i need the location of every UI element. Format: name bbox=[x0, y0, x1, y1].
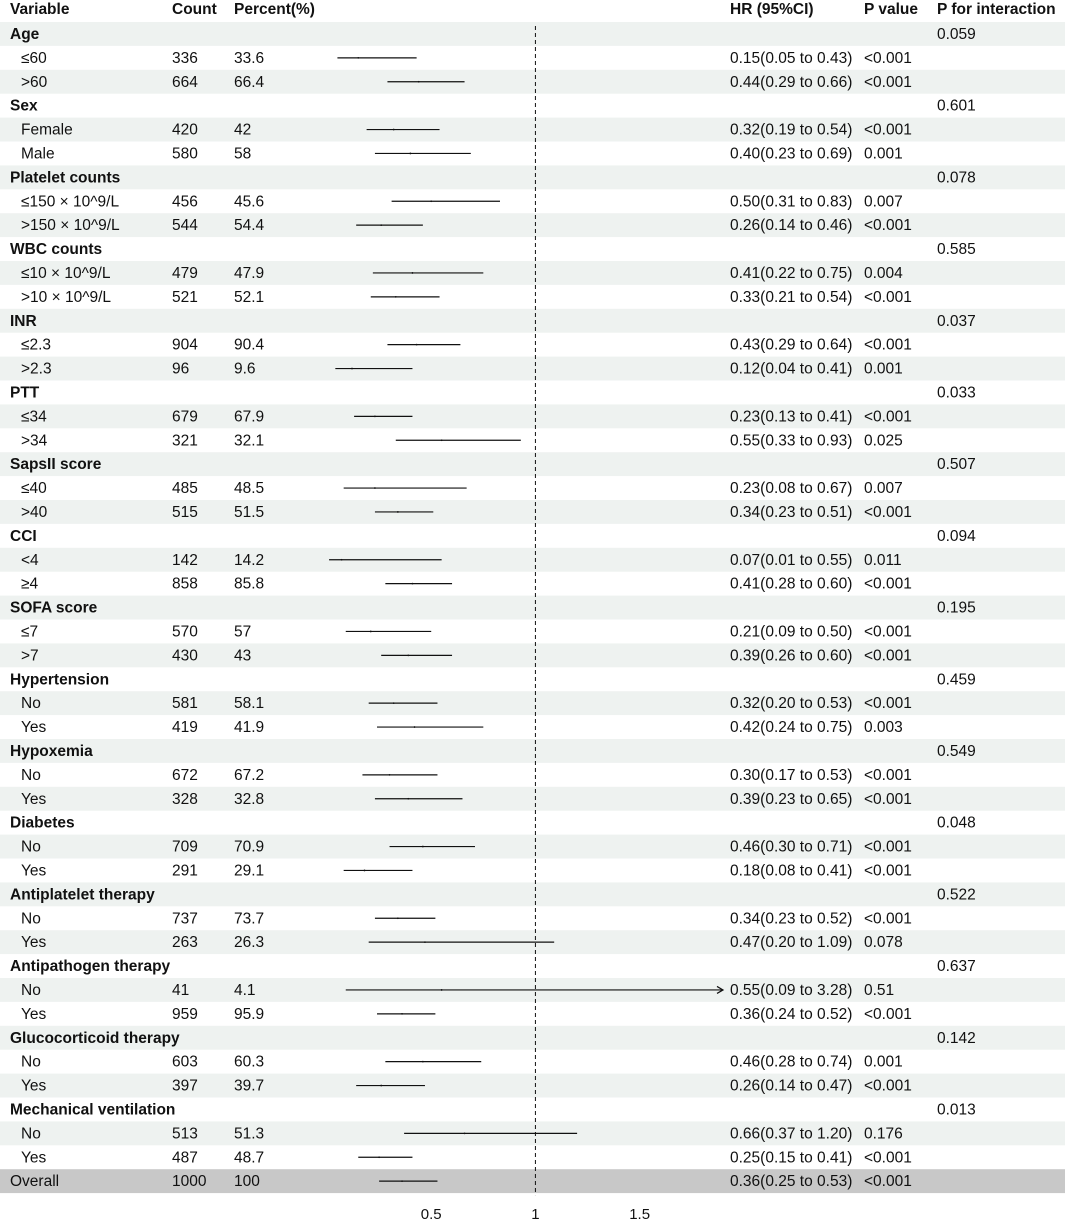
hr-ci-value: 0.21(0.09 to 0.50) bbox=[730, 623, 853, 641]
group-label: PTT bbox=[10, 384, 40, 402]
row-band bbox=[0, 596, 1065, 620]
p-value: <0.001 bbox=[864, 695, 912, 713]
p-value: <0.001 bbox=[864, 647, 912, 665]
group-label: SapsII score bbox=[10, 456, 102, 474]
header-variable: Variable bbox=[10, 1, 70, 18]
count-value: 321 bbox=[172, 432, 198, 450]
count-value: 456 bbox=[172, 193, 198, 211]
row-label: No bbox=[21, 1053, 41, 1071]
hr-point bbox=[412, 583, 414, 585]
row-label: >7 bbox=[21, 647, 39, 665]
group-row bbox=[10, 1102, 976, 1119]
p-value: <0.001 bbox=[864, 217, 912, 235]
hr-point bbox=[407, 798, 409, 800]
count-value: 430 bbox=[172, 647, 198, 665]
percent-value: 48.5 bbox=[234, 480, 265, 498]
percent-value: 58.1 bbox=[234, 695, 265, 713]
row-label: No bbox=[21, 1125, 41, 1143]
hr-point bbox=[414, 726, 416, 728]
percent-value: 39.7 bbox=[234, 1077, 265, 1095]
p-value: <0.001 bbox=[864, 1149, 912, 1167]
hr-point bbox=[364, 870, 366, 872]
p-value: 0.025 bbox=[864, 432, 903, 450]
x-tick-label: 1 bbox=[531, 1206, 540, 1219]
count-value: 858 bbox=[172, 575, 198, 593]
hr-point bbox=[389, 774, 391, 776]
percent-value: 51.5 bbox=[234, 504, 265, 521]
group-label: WBC counts bbox=[10, 241, 103, 259]
hr-point bbox=[341, 559, 343, 561]
percent-value: 66.4 bbox=[234, 73, 265, 91]
percent-value: 29.1 bbox=[234, 862, 265, 880]
percent-value: 73.7 bbox=[234, 910, 265, 928]
percent-value: 26.3 bbox=[234, 934, 265, 952]
group-label: Mechanical ventilation bbox=[10, 1101, 176, 1119]
hr-ci-value: 0.47(0.20 to 1.09) bbox=[730, 934, 853, 952]
row-label: Yes bbox=[21, 862, 47, 880]
hr-ci-value: 0.36(0.25 to 0.53) bbox=[730, 1173, 853, 1191]
row-label: Female bbox=[21, 121, 73, 139]
hr-point bbox=[397, 917, 399, 919]
p-interaction-value: 0.059 bbox=[937, 26, 976, 43]
group-row bbox=[10, 528, 976, 545]
count-value: 420 bbox=[172, 121, 198, 139]
count-value: 397 bbox=[172, 1077, 198, 1095]
row-label: No bbox=[21, 695, 41, 713]
table-row bbox=[21, 337, 912, 354]
p-value: <0.001 bbox=[864, 790, 912, 808]
count-value: 709 bbox=[172, 838, 198, 856]
table-row bbox=[21, 1149, 912, 1166]
row-label: Yes bbox=[21, 934, 47, 952]
p-interaction-value: 0.459 bbox=[937, 671, 976, 689]
p-value: 0.078 bbox=[864, 934, 903, 952]
percent-value: 54.4 bbox=[234, 217, 265, 235]
count-value: 485 bbox=[172, 480, 198, 498]
row-label: Male bbox=[21, 145, 55, 163]
p-value: <0.001 bbox=[864, 49, 912, 67]
p-value: 0.001 bbox=[864, 145, 903, 163]
hr-ci-value: 0.46(0.28 to 0.74) bbox=[730, 1053, 853, 1071]
hr-ci-value: 0.32(0.20 to 0.53) bbox=[730, 695, 853, 713]
percent-value: 90.4 bbox=[234, 336, 265, 354]
table-row bbox=[21, 863, 912, 880]
p-value: <0.001 bbox=[864, 623, 912, 641]
hr-point bbox=[374, 415, 376, 417]
p-value: 0.51 bbox=[864, 982, 895, 999]
row-label: ≤7 bbox=[21, 623, 39, 641]
x-tick-label: 0.5 bbox=[420, 1206, 442, 1219]
row-label: >40 bbox=[21, 504, 48, 521]
p-value: <0.001 bbox=[864, 1005, 912, 1023]
p-interaction-value: 0.195 bbox=[937, 599, 976, 617]
percent-value: 41.9 bbox=[234, 719, 265, 737]
row-label: Overall bbox=[10, 1173, 60, 1191]
hr-point bbox=[430, 200, 432, 202]
count-value: 515 bbox=[172, 504, 198, 521]
hr-point bbox=[422, 846, 424, 848]
hr-point bbox=[374, 487, 376, 489]
hr-ci-value: 0.34(0.23 to 0.51) bbox=[730, 504, 853, 521]
percent-value: 57 bbox=[234, 623, 252, 641]
row-label: >10 × 10^9/L bbox=[21, 288, 112, 306]
row-band bbox=[0, 261, 1065, 285]
table-row bbox=[21, 767, 912, 784]
hr-ci-value: 0.46(0.30 to 0.71) bbox=[730, 838, 853, 856]
hr-ci-value: 0.55(0.33 to 0.93) bbox=[730, 432, 853, 450]
hr-ci-value: 0.30(0.17 to 0.53) bbox=[730, 766, 853, 784]
p-value: 0.001 bbox=[864, 1053, 903, 1071]
hr-ci-value: 0.55(0.09 to 3.28) bbox=[730, 982, 853, 999]
hr-point bbox=[441, 439, 443, 441]
group-label: Platelet counts bbox=[10, 169, 121, 187]
percent-value: 58 bbox=[234, 145, 252, 163]
group-row bbox=[10, 98, 976, 115]
row-label: >150 × 10^9/L bbox=[21, 217, 120, 235]
hr-point bbox=[380, 224, 382, 226]
hr-point bbox=[380, 1085, 382, 1087]
hr-ci-value: 0.26(0.14 to 0.46) bbox=[730, 217, 853, 235]
row-label: ≤60 bbox=[21, 49, 47, 67]
table-row bbox=[21, 1006, 912, 1023]
p-value: 0.176 bbox=[864, 1125, 903, 1143]
percent-value: 51.3 bbox=[234, 1125, 265, 1143]
row-label: Yes bbox=[21, 790, 47, 808]
percent-value: 100 bbox=[234, 1173, 260, 1191]
hr-ci-value: 0.36(0.24 to 0.52) bbox=[730, 1005, 853, 1023]
hr-ci-value: 0.41(0.22 to 0.75) bbox=[730, 265, 853, 282]
p-value: <0.001 bbox=[864, 575, 912, 593]
percent-value: 33.6 bbox=[234, 49, 265, 67]
hr-ci-value: 0.25(0.15 to 0.41) bbox=[730, 1149, 853, 1167]
hr-ci-value: 0.39(0.23 to 0.65) bbox=[730, 790, 853, 808]
row-label: >34 bbox=[21, 432, 48, 450]
p-interaction-value: 0.078 bbox=[937, 169, 976, 187]
hr-ci-value: 0.23(0.08 to 0.67) bbox=[730, 480, 853, 498]
group-label: Age bbox=[10, 26, 40, 43]
percent-value: 42 bbox=[234, 121, 252, 139]
hr-point bbox=[370, 631, 372, 633]
hr-point bbox=[393, 702, 395, 704]
p-value: <0.001 bbox=[864, 121, 912, 139]
group-label: Hypoxemia bbox=[10, 743, 93, 760]
p-interaction-value: 0.037 bbox=[937, 312, 976, 330]
count-value: 41 bbox=[172, 982, 190, 999]
percent-value: 85.8 bbox=[234, 575, 265, 593]
hr-point bbox=[441, 989, 443, 991]
table-row bbox=[21, 576, 912, 593]
percent-value: 9.6 bbox=[234, 360, 256, 378]
p-value: 0.004 bbox=[864, 265, 903, 282]
table-row bbox=[21, 910, 912, 927]
hr-point bbox=[401, 1013, 403, 1015]
p-value: 0.001 bbox=[864, 360, 903, 378]
percent-value: 32.1 bbox=[234, 432, 265, 450]
group-row bbox=[10, 815, 976, 832]
hr-point bbox=[416, 344, 418, 346]
hr-ci-value: 0.26(0.14 to 0.47) bbox=[730, 1077, 853, 1095]
row-label: No bbox=[21, 766, 41, 784]
percent-value: 45.6 bbox=[234, 193, 265, 211]
count-value: 419 bbox=[172, 719, 198, 737]
row-band bbox=[0, 882, 1065, 906]
row-band bbox=[0, 309, 1065, 333]
hr-point bbox=[418, 81, 420, 83]
table-row bbox=[21, 50, 912, 67]
count-value: 603 bbox=[172, 1053, 198, 1071]
row-band bbox=[0, 165, 1065, 189]
group-label: SOFA score bbox=[10, 599, 98, 617]
hr-ci-value: 0.66(0.37 to 1.20) bbox=[730, 1125, 853, 1143]
p-interaction-value: 0.637 bbox=[937, 958, 976, 976]
row-label: ≤2.3 bbox=[21, 336, 52, 354]
row-label: <4 bbox=[21, 551, 39, 569]
count-value: 513 bbox=[172, 1125, 198, 1143]
count-value: 487 bbox=[172, 1149, 198, 1167]
hr-ci-value: 0.33(0.21 to 0.54) bbox=[730, 288, 853, 306]
count-value: 679 bbox=[172, 408, 198, 426]
p-interaction-value: 0.522 bbox=[937, 886, 976, 904]
hr-ci-value: 0.18(0.08 to 0.41) bbox=[730, 862, 853, 880]
group-label: Glucocorticoid therapy bbox=[10, 1029, 180, 1047]
row-label: Yes bbox=[21, 1005, 47, 1023]
row-band bbox=[0, 452, 1065, 476]
p-value: <0.001 bbox=[864, 408, 912, 426]
group-label: Sex bbox=[10, 97, 38, 115]
group-label: Diabetes bbox=[10, 814, 75, 832]
row-band bbox=[0, 22, 1065, 46]
count-value: 142 bbox=[172, 551, 198, 569]
p-value: <0.001 bbox=[864, 910, 912, 928]
p-value: <0.001 bbox=[864, 766, 912, 784]
count-value: 521 bbox=[172, 288, 198, 306]
hr-ci-value: 0.39(0.26 to 0.60) bbox=[730, 647, 853, 665]
count-value: 570 bbox=[172, 623, 198, 641]
p-interaction-value: 0.094 bbox=[937, 527, 976, 545]
row-label: ≥4 bbox=[21, 575, 39, 593]
group-row bbox=[10, 958, 976, 975]
count-value: 959 bbox=[172, 1005, 198, 1023]
count-value: 291 bbox=[172, 862, 198, 880]
percent-value: 14.2 bbox=[234, 551, 265, 569]
p-interaction-value: 0.601 bbox=[937, 97, 976, 115]
hr-ci-value: 0.43(0.29 to 0.64) bbox=[730, 336, 853, 354]
hr-ci-value: 0.40(0.23 to 0.69) bbox=[730, 145, 853, 163]
hr-point bbox=[407, 654, 409, 656]
row-band bbox=[0, 357, 1065, 381]
header-p-interaction: P for interaction bbox=[937, 1, 1056, 18]
hr-ci-value: 0.12(0.04 to 0.41) bbox=[730, 360, 853, 378]
p-value: <0.001 bbox=[864, 1173, 912, 1191]
hr-point bbox=[401, 1180, 403, 1182]
row-label: No bbox=[21, 982, 41, 999]
header-hr: HR (95%CI) bbox=[730, 1, 814, 18]
count-value: 263 bbox=[172, 934, 198, 952]
percent-value: 70.9 bbox=[234, 838, 265, 856]
header-count: Count bbox=[172, 1, 217, 18]
hr-ci-value: 0.32(0.19 to 0.54) bbox=[730, 121, 853, 139]
hr-ci-value: 0.34(0.23 to 0.52) bbox=[730, 910, 853, 928]
table-row bbox=[21, 624, 912, 641]
hr-point bbox=[422, 1061, 424, 1063]
row-band bbox=[0, 739, 1065, 763]
count-value: 96 bbox=[172, 360, 190, 378]
p-value: <0.001 bbox=[864, 504, 912, 521]
hr-point bbox=[412, 272, 414, 274]
count-value: 581 bbox=[172, 695, 198, 713]
p-value: <0.001 bbox=[864, 73, 912, 91]
count-value: 336 bbox=[172, 49, 198, 67]
p-value: 0.007 bbox=[864, 193, 903, 211]
hr-point bbox=[395, 296, 397, 298]
percent-value: 95.9 bbox=[234, 1005, 265, 1023]
group-row bbox=[10, 671, 976, 688]
p-value: <0.001 bbox=[864, 288, 912, 306]
group-label: Antipathogen therapy bbox=[10, 958, 171, 976]
hr-ci-value: 0.23(0.13 to 0.41) bbox=[730, 408, 853, 426]
count-value: 544 bbox=[172, 217, 198, 235]
percent-value: 32.8 bbox=[234, 790, 265, 808]
p-value: <0.001 bbox=[864, 862, 912, 880]
p-value: 0.011 bbox=[864, 551, 902, 569]
group-label: Antiplatelet therapy bbox=[10, 886, 155, 904]
group-row bbox=[10, 385, 976, 402]
group-row bbox=[10, 241, 976, 258]
count-value: 664 bbox=[172, 73, 198, 91]
hr-point bbox=[464, 1132, 466, 1134]
header-p-value: P value bbox=[864, 1, 919, 18]
hr-ci-value: 0.44(0.29 to 0.66) bbox=[730, 73, 853, 91]
row-band bbox=[0, 548, 1065, 572]
row-label: No bbox=[21, 838, 41, 856]
group-label: Hypertension bbox=[10, 671, 110, 689]
hr-point bbox=[378, 1156, 380, 1158]
row-label: ≤40 bbox=[21, 480, 47, 498]
hr-ci-value: 0.50(0.31 to 0.83) bbox=[730, 193, 853, 211]
p-value: <0.001 bbox=[864, 1077, 912, 1095]
header-percent: Percent(%) bbox=[234, 1, 315, 18]
hr-point bbox=[393, 129, 395, 131]
hr-ci-value: 0.07(0.01 to 0.55) bbox=[730, 551, 853, 569]
count-value: 1000 bbox=[172, 1173, 207, 1191]
count-value: 904 bbox=[172, 336, 198, 354]
p-value: <0.001 bbox=[864, 336, 912, 354]
row-label: No bbox=[21, 910, 41, 928]
count-value: 672 bbox=[172, 766, 198, 784]
row-label: ≤150 × 10^9/L bbox=[21, 193, 120, 211]
p-value: 0.007 bbox=[864, 480, 903, 498]
row-label: Yes bbox=[21, 719, 47, 737]
count-value: 580 bbox=[172, 145, 198, 163]
percent-value: 43 bbox=[234, 647, 252, 665]
group-label: CCI bbox=[10, 527, 37, 545]
p-interaction-value: 0.142 bbox=[937, 1029, 976, 1047]
header-row bbox=[10, 1, 1056, 18]
group-label: INR bbox=[10, 312, 37, 330]
percent-value: 4.1 bbox=[234, 982, 256, 999]
hr-ci-value: 0.42(0.24 to 0.75) bbox=[730, 719, 853, 737]
p-value: <0.001 bbox=[864, 838, 912, 856]
hr-point bbox=[424, 941, 426, 943]
percent-value: 52.1 bbox=[234, 288, 265, 306]
p-interaction-value: 0.549 bbox=[937, 743, 976, 760]
hr-point bbox=[397, 511, 399, 513]
percent-value: 67.2 bbox=[234, 766, 265, 784]
p-interaction-value: 0.507 bbox=[937, 456, 976, 474]
row-label: ≤10 × 10^9/L bbox=[21, 265, 111, 282]
hr-point bbox=[357, 57, 359, 59]
p-interaction-value: 0.033 bbox=[937, 384, 976, 402]
count-value: 328 bbox=[172, 790, 198, 808]
percent-value: 48.7 bbox=[234, 1149, 265, 1167]
p-interaction-value: 0.585 bbox=[937, 241, 976, 259]
percent-value: 60.3 bbox=[234, 1053, 265, 1071]
p-value: 0.003 bbox=[864, 719, 903, 737]
row-label: ≤34 bbox=[21, 408, 47, 426]
row-label: >60 bbox=[21, 73, 48, 91]
row-label: >2.3 bbox=[21, 360, 52, 378]
row-label: Yes bbox=[21, 1077, 47, 1095]
p-interaction-value: 0.048 bbox=[937, 814, 976, 832]
p-interaction-value: 0.013 bbox=[937, 1101, 976, 1119]
row-label: Yes bbox=[21, 1149, 47, 1167]
percent-value: 67.9 bbox=[234, 408, 265, 426]
hr-point bbox=[409, 153, 411, 155]
x-tick-label: 1.5 bbox=[629, 1206, 651, 1219]
hr-ci-value: 0.41(0.28 to 0.60) bbox=[730, 575, 853, 593]
hr-ci-value: 0.15(0.05 to 0.43) bbox=[730, 49, 853, 67]
count-value: 479 bbox=[172, 265, 198, 282]
hr-point bbox=[351, 368, 353, 370]
count-value: 737 bbox=[172, 910, 198, 928]
table-row bbox=[21, 289, 912, 306]
percent-value: 47.9 bbox=[234, 265, 265, 282]
